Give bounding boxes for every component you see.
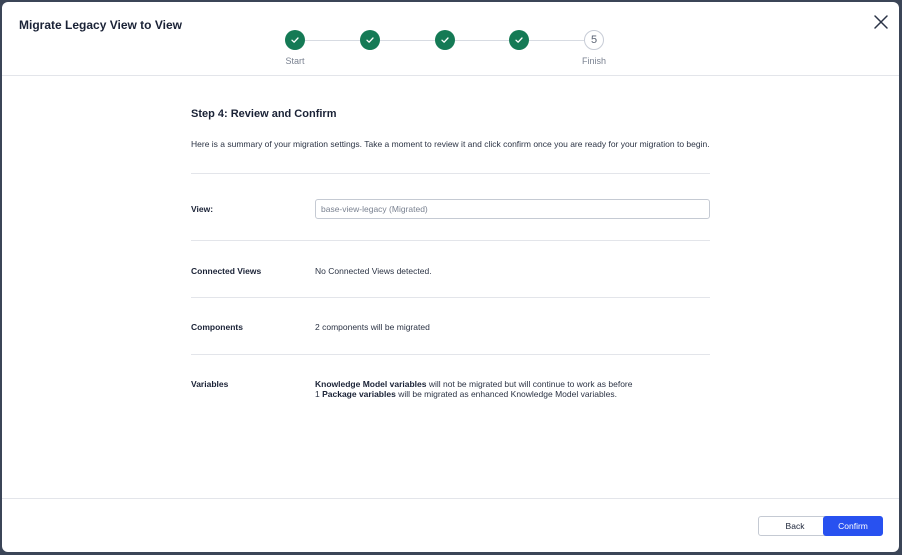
step-label-finish: Finish [581, 56, 607, 66]
km-variables-bold: Knowledge Model variables [315, 379, 427, 389]
checkmark-icon [440, 35, 450, 45]
step-connector [529, 40, 584, 41]
step-2-complete [360, 30, 380, 50]
divider [191, 173, 710, 174]
step-5-pending [584, 30, 604, 50]
connected-views-label: Connected Views [191, 266, 262, 276]
confirm-button[interactable]: Confirm [823, 516, 883, 536]
step-connector [455, 40, 509, 41]
km-variables-text: will not be migrated but will continue to work as before [426, 379, 633, 389]
dialog-footer [2, 498, 899, 552]
checkmark-icon [514, 35, 524, 45]
variables-line-1 [315, 379, 632, 389]
step-4-complete [509, 30, 529, 50]
view-label: View: [191, 204, 214, 214]
progress-stepper [2, 2, 899, 75]
components-label: Components [191, 322, 243, 332]
connected-views-value: No Connected Views detected. [315, 266, 432, 276]
view-name-field[interactable] [315, 199, 710, 219]
step-3-complete [435, 30, 455, 50]
dialog-header [2, 2, 899, 76]
step-title: Step 4: Review and Confirm [191, 108, 337, 120]
step-connector [380, 40, 435, 41]
close-icon [870, 11, 892, 33]
variables-line-2 [315, 389, 632, 399]
divider [191, 297, 710, 298]
variables-value [315, 379, 632, 399]
step-number: 5 [590, 34, 598, 46]
step-connector [305, 40, 360, 41]
variables-label: Variables [191, 379, 229, 389]
divider [191, 354, 710, 355]
step-label-start: Start [285, 56, 305, 66]
divider [191, 240, 710, 241]
migration-dialog [2, 2, 899, 552]
package-variables-text: will be migrated as enhanced Knowledge Model variables. [395, 389, 617, 399]
dialog-title: Migrate Legacy View to View [19, 18, 182, 32]
components-value: 2 components will be migrated [315, 322, 430, 332]
package-count: 1 [315, 389, 323, 399]
close-button[interactable] [870, 11, 892, 33]
checkmark-icon [365, 35, 375, 45]
intro-text: Here is a summary of your migration settings. Take a moment to review it and click confirm once you are ready for your migration to begin. [191, 139, 710, 149]
back-button[interactable]: Back [758, 516, 832, 536]
package-variables-bold: Package variables [322, 389, 396, 399]
checkmark-icon [290, 35, 300, 45]
step-1-complete [285, 30, 305, 50]
